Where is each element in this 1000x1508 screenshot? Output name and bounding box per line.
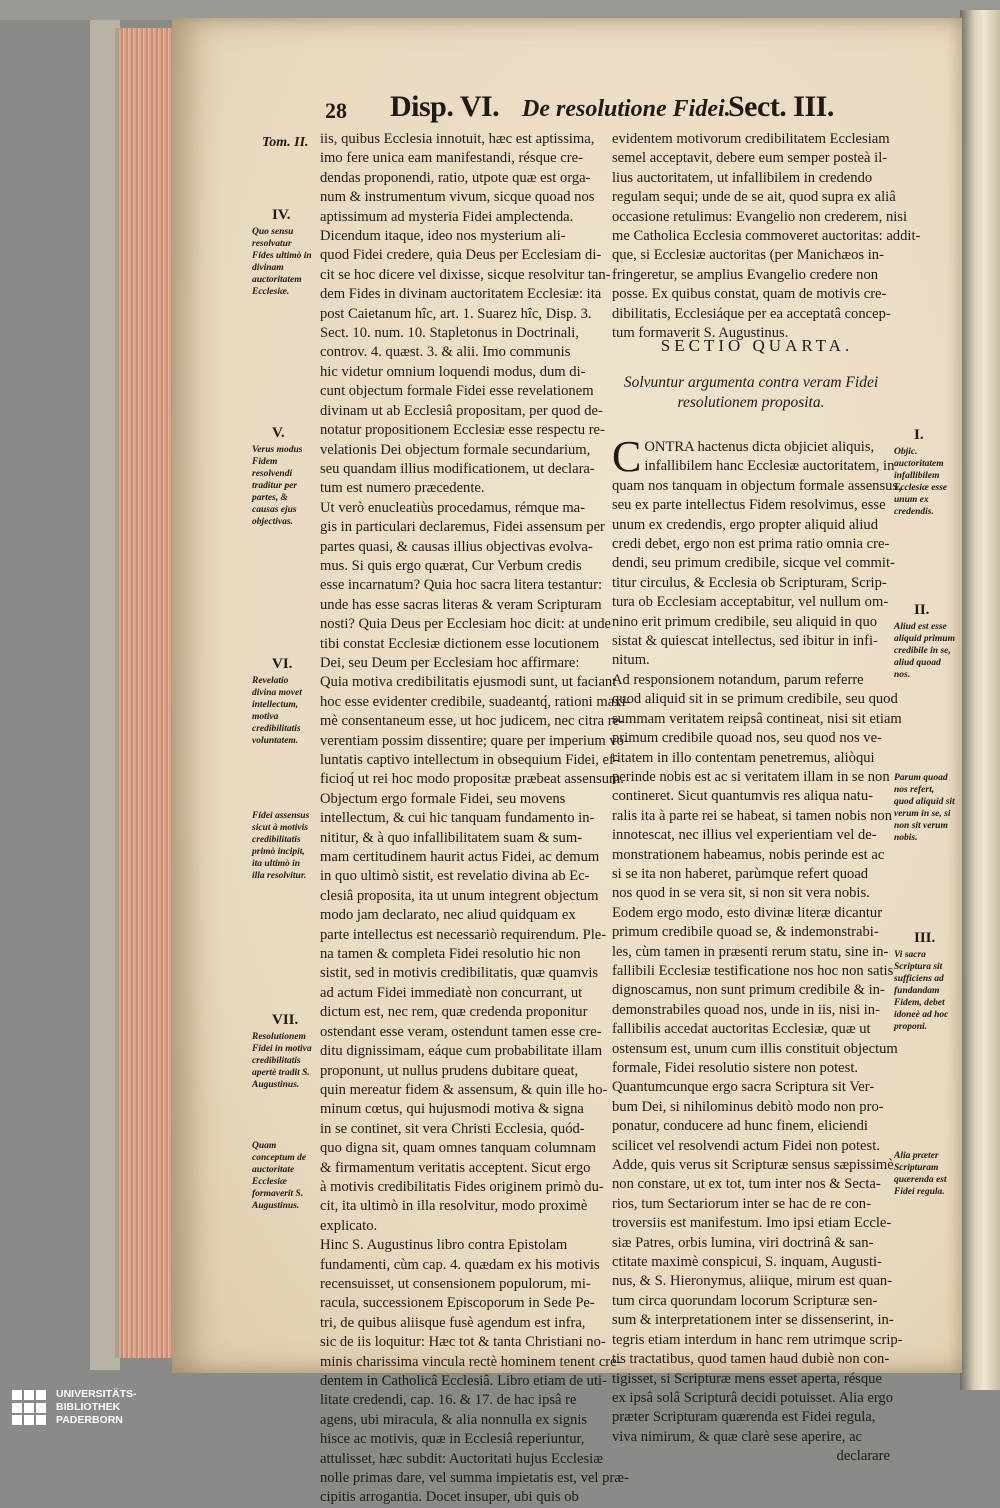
text-line: mam certitudinem haurit actus Fidei, ac demum [320,849,600,866]
text-line: Dei, seu Deum per Ecclesiam hoc affirmare: [320,654,580,671]
text-line: hisce ac motivis, quæ in Ecclesiâ reperiuntur, [320,1431,585,1448]
text-line: iis, quibus Ecclesia innotuit, hæc est aptissima, [320,131,595,147]
margin-number: III. [914,930,936,946]
facing-page-edge [960,10,1000,1390]
text-line: nus, & S. Hieronymus, aliique, mirum est quan- [612,1273,893,1290]
margin-note: Quam conceptum de auctoritate Ecclesiæ formaverit S. Augustinus. [252,1141,307,1211]
text-line: contineret. Sicut quantumvis res aliqua natu- [612,788,873,805]
text-line: me Catholica Ecclesia commoveret auctoritas: addit- [612,228,921,245]
text-line: sum & interpretationem inter se dissenserint, in- [612,1312,894,1329]
text-line: tum circa quorundam locorum Scripturæ sen- [612,1292,878,1309]
text-line: na tamen & completa Fidei resolutio hic non [320,946,581,963]
text-line: ditu dignissimam, eáque cum probabilitate illam [320,1043,603,1060]
text-line: aptissimum ad mysteria Fidei amplectenda. [320,208,574,225]
text-line: sic de iis loquitur: Hæc tot & tanta Christiani no- [320,1334,606,1351]
text-line: dignoscamus, non sunt primum credibile & in- [612,982,885,999]
text-line: troversiis est manifestum. Imo ipsi etiam Eccle- [612,1215,892,1232]
margin-number: VI. [272,656,293,672]
margin-note: Verus modus Fidem resolvendi traditur per partes, & causas ejus objectivas. [252,445,303,527]
text-line: non constare, ut ex tot, tum inter nos & Secta- [612,1176,881,1193]
text-line: dendas proponendi, ratio, utpote quæ est orga- [320,169,591,186]
text-line: controv. 4. quæst. 3. & alii. Imo communis [320,344,571,361]
text-line: posse. Ex quibus constat, quam de motivis cre- [612,286,887,303]
text-line: à motivis credibilitatis Fides originem primò du- [320,1178,604,1195]
text-line: CONTRA hactenus dicta objiciet aliquis, [612,432,875,481]
text-line: fallibili Ecclesiæ testificatione nos hoc non satis [612,962,894,979]
text-line: hoc esse evidenter credibile, suadeantq́, rationi maxi- [320,693,631,710]
text-line: ostensum est, unum cum illis constituit objectum [612,1040,898,1057]
text-line: fringeretur, se amplius Evangelio credere non [612,266,879,283]
text-line: Hinc S. Augustinus libro contra Epistolam [320,1237,568,1254]
text-line: parte intellectus est necessariò requirendum. Ple- [320,926,607,943]
text-line: modo jam declarato, nec aliud quidquam ex [320,907,576,924]
text-line: credi debet, ergo non est prima ratio omnia cre- [612,536,890,553]
text-line: tura ob Ecclesiam acceptabitur, vel nullum om- [612,594,889,611]
text-line: tum formaverit S. Augustinus. [612,325,789,342]
text-line: seu quandam illius modificationem, ut declara- [320,460,595,477]
text-line: Quia motiva credibilitatis ejusmodi sunt, ut faciant [320,674,617,691]
library-logo [12,1388,162,1432]
text-line: ralis ita à parte rei se habeat, si tamen nobis non [612,807,893,824]
margin-number: I. [914,427,924,443]
text-line: ficioq́ ut rei hoc modo propositæ præbeat assensum. [320,771,624,788]
text-line: que, si Ecclesiæ auctoritas (per Manichæos in- [612,247,884,264]
text-line: partes quasi, & causas illius objectivas evolva- [320,538,593,555]
text-line: innotescat, nec illius vel experientiam vel de- [612,827,877,844]
margin-note: Revelatio divina movet intellectum, motiva credibilitatis voluntatem. [252,676,302,746]
text-line: quin mereatur fidem & assensum, & quin ille ho- [320,1081,608,1098]
margin-number: IV. [272,207,291,223]
library-logo-mark [12,1390,48,1426]
text-line: divinam ut ab Ecclesiâ propositam, per quod de- [320,402,603,419]
text-line: num & instrumentum vivum, sicque quoad nos [320,189,595,206]
text-line: titur circulus, & Ecclesia ob Scripturam, Scrip- [612,574,887,591]
text-line: clesiâ proposita, ita ut unum integrent objectum [320,887,599,904]
page-stack-edge [115,28,179,1358]
text-line: demonstrabiles quoad nos, unde in iis, nisi in- [612,1001,880,1018]
text-line: perinde nobis est ac si veritatem illam in se non [612,768,890,785]
margin-note: Alia præter Scripturam quærenda est Fidei regula. [894,1151,947,1197]
text-line: Eodem ergo modo, esto divinæ literæ dicantur [612,904,883,921]
text-line: Ut verò enucleatiùs procedamus, rémque ma- [320,499,586,516]
library-logo-text [56,1388,137,1427]
text-line: tigisset, si Scripturæ mens esset aperta, résque [612,1370,882,1387]
text-line: quo digna sit, quam omnes tanquam columnam [320,1140,597,1157]
drop-cap: C [612,432,642,481]
text-line: Adde, quis verus sit Scripturæ sensus sæpissimè [612,1157,894,1174]
text-line: post Caietanum hîc, art. 1. Suarez hîc, Disp. 3. [320,305,592,322]
text-line: quod aliquid sit in se primum credibile, seu quod [612,691,898,708]
text-line: tis tractatibus, quod tamen haud dubiè non con- [612,1351,890,1368]
text-line: quam nos tanquam in objectum formale assensus, [612,477,902,494]
text-line: primum credibile quoad se, & indemonstrabi- [612,924,879,941]
text-line: quod Fidei credere, quia Deus per Ecclesiam di- [320,247,602,264]
text-line: mus. Si quis ergo quærat, Cur Verbum credis [320,557,582,574]
text-line: unum ex credendis, ergo propter aliquid aliud [612,516,878,533]
text-line: summam veritatem reipsâ contineat, nisi sit etiam [612,710,902,727]
text-line: lius auctoritatem, ut infallibilem in credendo [612,169,873,186]
text-line: scilicet vel resolvendi actum Fidei non potest. [612,1137,880,1154]
text-line: nitum. [612,652,650,669]
text-line: minum cœtus, qui hujusmodi motiva & signa [320,1101,584,1118]
running-header [240,86,920,126]
margin-note: Objic. auctoritatem infallibilem Ecclesiæ esse unum ex credendis. [894,447,948,517]
text-line: regulam sequi; unde de se ait, quod supra ex aliâ [612,189,896,206]
section-label: Sect. III. [728,90,834,123]
margin-note: Parum quoad nos refert, quod aliquid sit verum in se, si non sit verum nobis. [894,773,955,843]
section-subtitle: Solvuntur argumenta contra veram Fidei resolutionem proposita. [623,374,879,411]
text-line: minis charissima vincula rectè hominem tenent cre- [320,1353,622,1370]
text-line: tri, de quibus aliisque fusè agendum est infra, [320,1314,586,1331]
margin-number: II. [914,602,930,618]
text-line: nos quod in se vera sit, si non sit vera nobis. [612,885,870,902]
text-line: ostendant esse veram, ostendunt tamen esse cre- [320,1023,602,1040]
text-line: occasione retulimus: Evangelio non crederem, nisi [612,208,908,225]
text-line: racula, successionem Episcoporum in Sede Pe- [320,1295,595,1312]
text-line: dibilitatis, Ecclesiáque per ea acceptatâ concep- [612,305,891,322]
text-line: explicato. [320,1217,378,1234]
text-line: litate credendi, cap. 16. & 17. de hac ipsâ re [320,1392,577,1409]
text-line: sistat & quiescat intellectus, sed ibitur in infi- [612,633,878,650]
text-line: sistit, sed in motivis credibilitatis, quæ quamvis [320,965,599,982]
disputation-label: Disp. VI. [390,90,500,123]
text-line: viva nimirum, & quæ clarè sese aperire, ac [612,1428,863,1445]
text-line: ex ipsâ solâ Scripturâ decidi potuisset. Alia ergo [612,1389,894,1406]
text-line: verentiam possim dissentire; quare per imperium vo- [320,732,629,749]
text-line: ritatem in illo contentam penetremus, aliòqui [612,749,875,766]
text-line: les, cùm tamen in præsenti rerum statu, sine in- [612,943,889,960]
text-line: siæ Patres, orbis lumina, viri doctrinâ & san- [612,1234,874,1251]
catchword: declarare [836,1448,890,1465]
text-line: si se ita non haberet, parùmque refert quoad [612,865,869,882]
margin-note: Fidei assensus sicut à motivis credibilitatis primò incipit, ita ultimò in illa resolvitur. [252,811,310,881]
text-line: dictum est, nec rem, quæ credenda proponitur [320,1004,588,1021]
text-line: fallibilis accedat auctoritas Ecclesiæ, quæ ut [612,1021,871,1038]
text-line: velationis Dei objectum formale secundarium, [320,441,591,458]
margin-note: Aliud est esse aliquid primum credibile in se, aliud quoad nos. [894,622,955,680]
margin-note: Quo sensu resolvatur Fides ultimò in divinam auctoritatem Ecclesiæ. [252,227,312,297]
text-line: Objectum ergo formale Fidei, seu movens [320,790,566,807]
text-line: cunt objectum formale Fidei esse revelationem [320,383,594,400]
tom-mark: Tom. II. [262,135,309,150]
scan-background [0,0,1000,20]
text-line: intellectum, & cui hic tanquam fundamento in- [320,810,595,827]
text-line: tibi constat Ecclesiæ dictionem esse locutionem [320,635,600,652]
margin-number: VII. [272,1012,299,1028]
text-line: hic videtur omnium loquendi modus, dum di- [320,363,586,380]
text-line: agens, ubi miracula, & alia nonnulla ex signis [320,1411,588,1428]
text-line: ponatur, conducere ad hunc finem, eliciendi [612,1118,868,1135]
text-line: nino erit primum credibile, seu aliquid in quo [612,613,878,630]
text-line: rios, tum Sectariorum inter se hac de re con- [612,1195,871,1212]
margin-note: Vi sacra Scriptura sit sufficiens ad fundandam Fidem, debet idoneè ad hoc proponi. [894,950,949,1032]
book-page [172,18,962,1506]
text-line: tum est numero præcedente. [320,480,485,497]
right-text-column-top [612,130,921,343]
text-line: fundamenti, cùm cap. 4. quædam ex his motivis [320,1256,600,1273]
text-line: dentem in Catholicâ Ecclesiâ. Libro etiam de uti- [320,1373,607,1389]
text-line: infallibilem hanc Ecclesiæ auctoritatem, in [644,458,895,475]
logo-line-3: PADERBORN [56,1414,123,1426]
text-line: cit se hoc dicere vel dixisse, sicque resolvitur tan- [320,266,611,283]
text-line: ad actum Fidei immediatè non concurrant, ut [320,984,583,1001]
text-line: evidentem motivorum credibilitatem Ecclesiam [612,131,890,147]
text-line: tegris etiam interdum in hanc rem utrimque scrip- [612,1331,903,1348]
text-line: esse incarnatum? Quia hoc sacra litera testantur: [320,577,603,594]
running-title: De resolutione Fidei. [522,96,731,122]
text-line: dem Fides in divinam auctoritatem Ecclesiæ: ita [320,286,602,303]
text-line: attulisset, hæc subdit: Auctoritati hujus Ecclesiæ [320,1450,603,1467]
logo-line-1: UNIVERSITÄTS- [56,1388,137,1400]
text-line: ctitate maximè conspicui, S. inquam, Augusti- [612,1254,882,1271]
logo-line-2: BIBLIOTHEK [56,1401,121,1413]
text-line: primum credibile quoad nos, seu quod nos ve- [612,730,882,747]
text-line: seu ex parte intellectus Fidem resolvimus, esse [612,497,886,514]
text-line: Ad responsionem notandum, parum referre [612,671,864,688]
text-line: gis in particulari declaremus, Fidei assensum per [320,519,605,536]
text-line: formale, Fidei resolutio sistere non potest. [612,1060,859,1076]
text-line: præter Scripturam quærenda est Fidei regula, [612,1409,876,1426]
text-line: nititur, & à quo infallibilitatem suam & sum- [320,829,583,846]
page-number: 28 [325,98,347,123]
text-line: & firmamentum veritatis acceptent. Sicut ergo [320,1159,591,1176]
text-line: bum Dei, si nihilominus debitò modo non pro- [612,1098,884,1115]
text-line: Sect. 10. num. 10. Stapletonus in Doctrinali, [320,325,580,342]
text-line: nosti? Quia Deus per Ecclesiam hoc dicit: at unde [320,616,611,633]
text-line: luntatis captivo intellectum in obsequium Fidei, ef- [320,752,619,768]
right-text-column [612,432,903,1467]
text-line: monstrationem habeamus, nobis perinde est ac [612,846,885,863]
text-line: notatur propositionem Ecclesiæ esse respectu re- [320,422,605,439]
text-line: proponunt, ut nullus prudens dubitare queat, [320,1062,579,1079]
margin-number: V. [272,425,285,441]
text-line: Quantumcunque ergo sacra Scriptura sit Ver- [612,1079,875,1096]
text-line: imo fere unica eam manifestandi, résque cre- [320,150,583,167]
text-line: mè consentaneum esse, ut hoc judicem, nec citra re- [320,713,624,730]
text-line: dendi, seu primum credibile, sicque vel commit- [612,555,895,572]
margin-note: Resolutionem Fidei in motiva credibilitatis apertè tradit S. Augustinus. [252,1032,312,1090]
text-line: recensuisset, ut consensionem populorum, mi- [320,1275,591,1292]
section-heading: SECTIO QUARTA. [660,336,854,355]
text-line: unde has esse sacras literas & veram Scripturam [320,596,602,613]
text-line: semel acceptavit, debere eum semper posteà il- [612,150,888,167]
text-line: in se continet, sit vera Christi Ecclesia, quód- [320,1120,585,1137]
text-line: cit, ita ultimò in illa resolvitur, modo proximè [320,1198,588,1215]
text-line: cipitis arrogantia. Docet insuper, ubi quis ob [320,1489,579,1506]
text-line: nolle primas dare, vel summa impietatis est, vel præ- [320,1470,629,1487]
text-line: in quo ultimò sistit, est revelatio divina ab Ec- [320,868,590,885]
text-line: Dicendum itaque, ideo nos mysterium ali- [320,228,566,245]
